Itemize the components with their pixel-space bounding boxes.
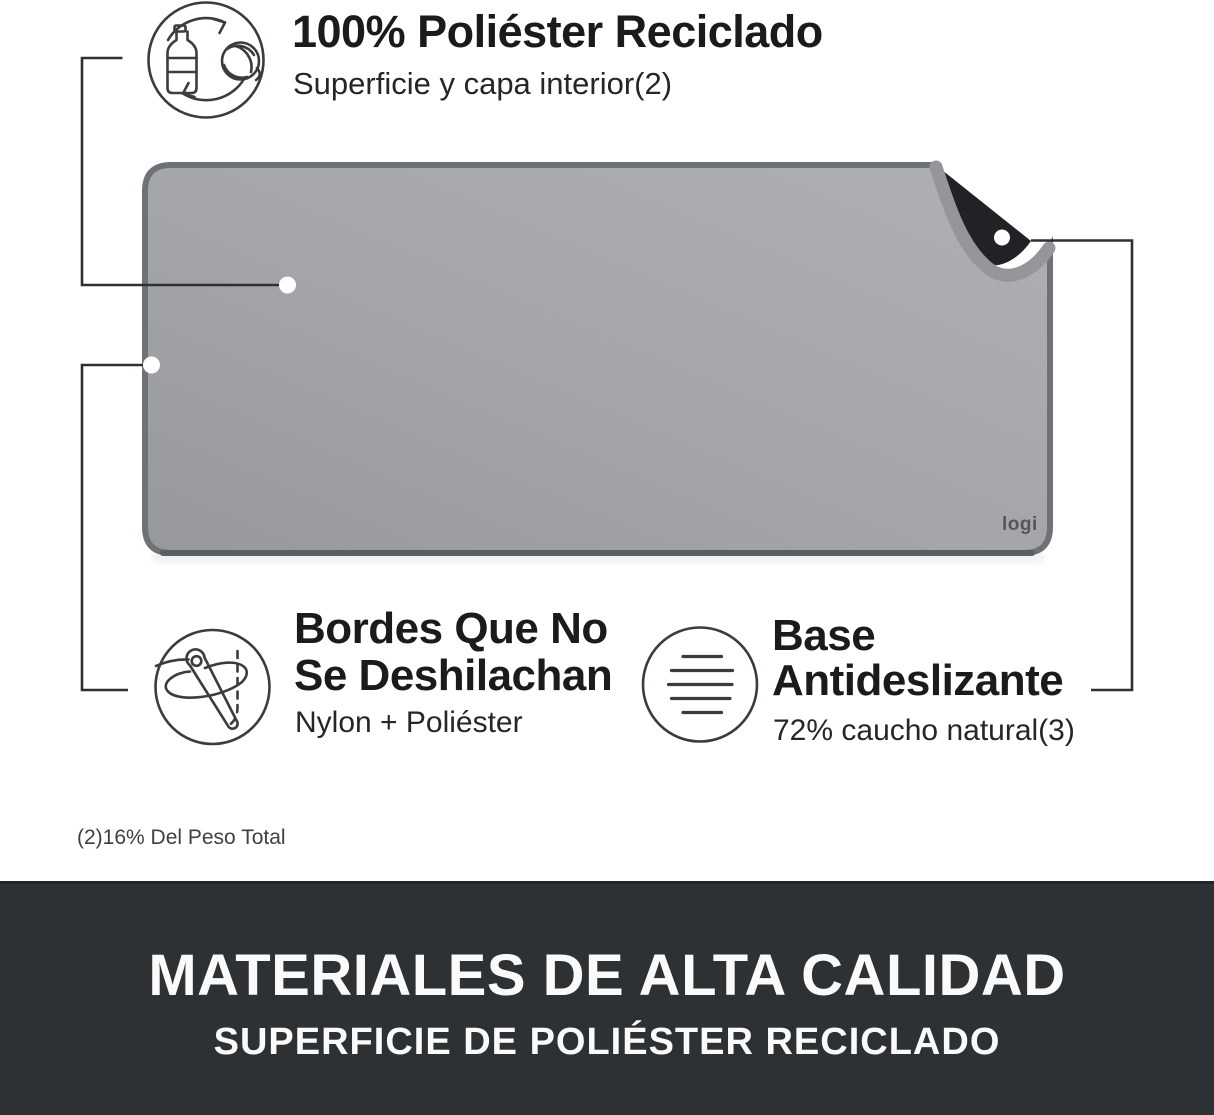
recycled-feature-subtitle: Superficie y capa interior(2) xyxy=(293,66,673,101)
callout-line-edges xyxy=(82,365,144,690)
corner-hole xyxy=(994,230,1010,246)
callout-dot-edges xyxy=(143,357,160,374)
recycle-bottle-to-yarn-icon xyxy=(149,3,264,118)
base-feature-subtitle: 72% caucho natural(3) xyxy=(773,714,1075,747)
edges-feature-title xyxy=(294,605,612,699)
recycled-feature-title: 100% Poliéster Reciclado xyxy=(292,6,823,57)
footnote: (2)16% Del Peso Total xyxy=(77,826,286,849)
banner-title: MATERIALES DE ALTA CALIDAD xyxy=(148,943,1066,1008)
edges-feature-title-line1: Bordes Que No xyxy=(294,604,608,653)
base-feature-title xyxy=(772,613,1063,703)
desk-mat-surface xyxy=(145,165,1050,553)
base-feature-title-line2: Antideslizante xyxy=(772,656,1064,705)
edges-feature-title-line2: Se Deshilachan xyxy=(294,651,613,700)
bottom-banner xyxy=(0,881,1214,1115)
edges-feature-subtitle: Nylon + Poliéster xyxy=(295,706,523,739)
logi-logo: logi xyxy=(1002,514,1038,535)
callout-dot-recycled xyxy=(279,277,296,294)
needle-thread-icon xyxy=(156,630,270,744)
banner-subtitle: SUPERFICIE DE POLIÉSTER RECICLADO xyxy=(213,1021,1001,1063)
base-feature-title-line1: Base xyxy=(772,611,876,660)
grip-lines-icon xyxy=(643,628,757,742)
